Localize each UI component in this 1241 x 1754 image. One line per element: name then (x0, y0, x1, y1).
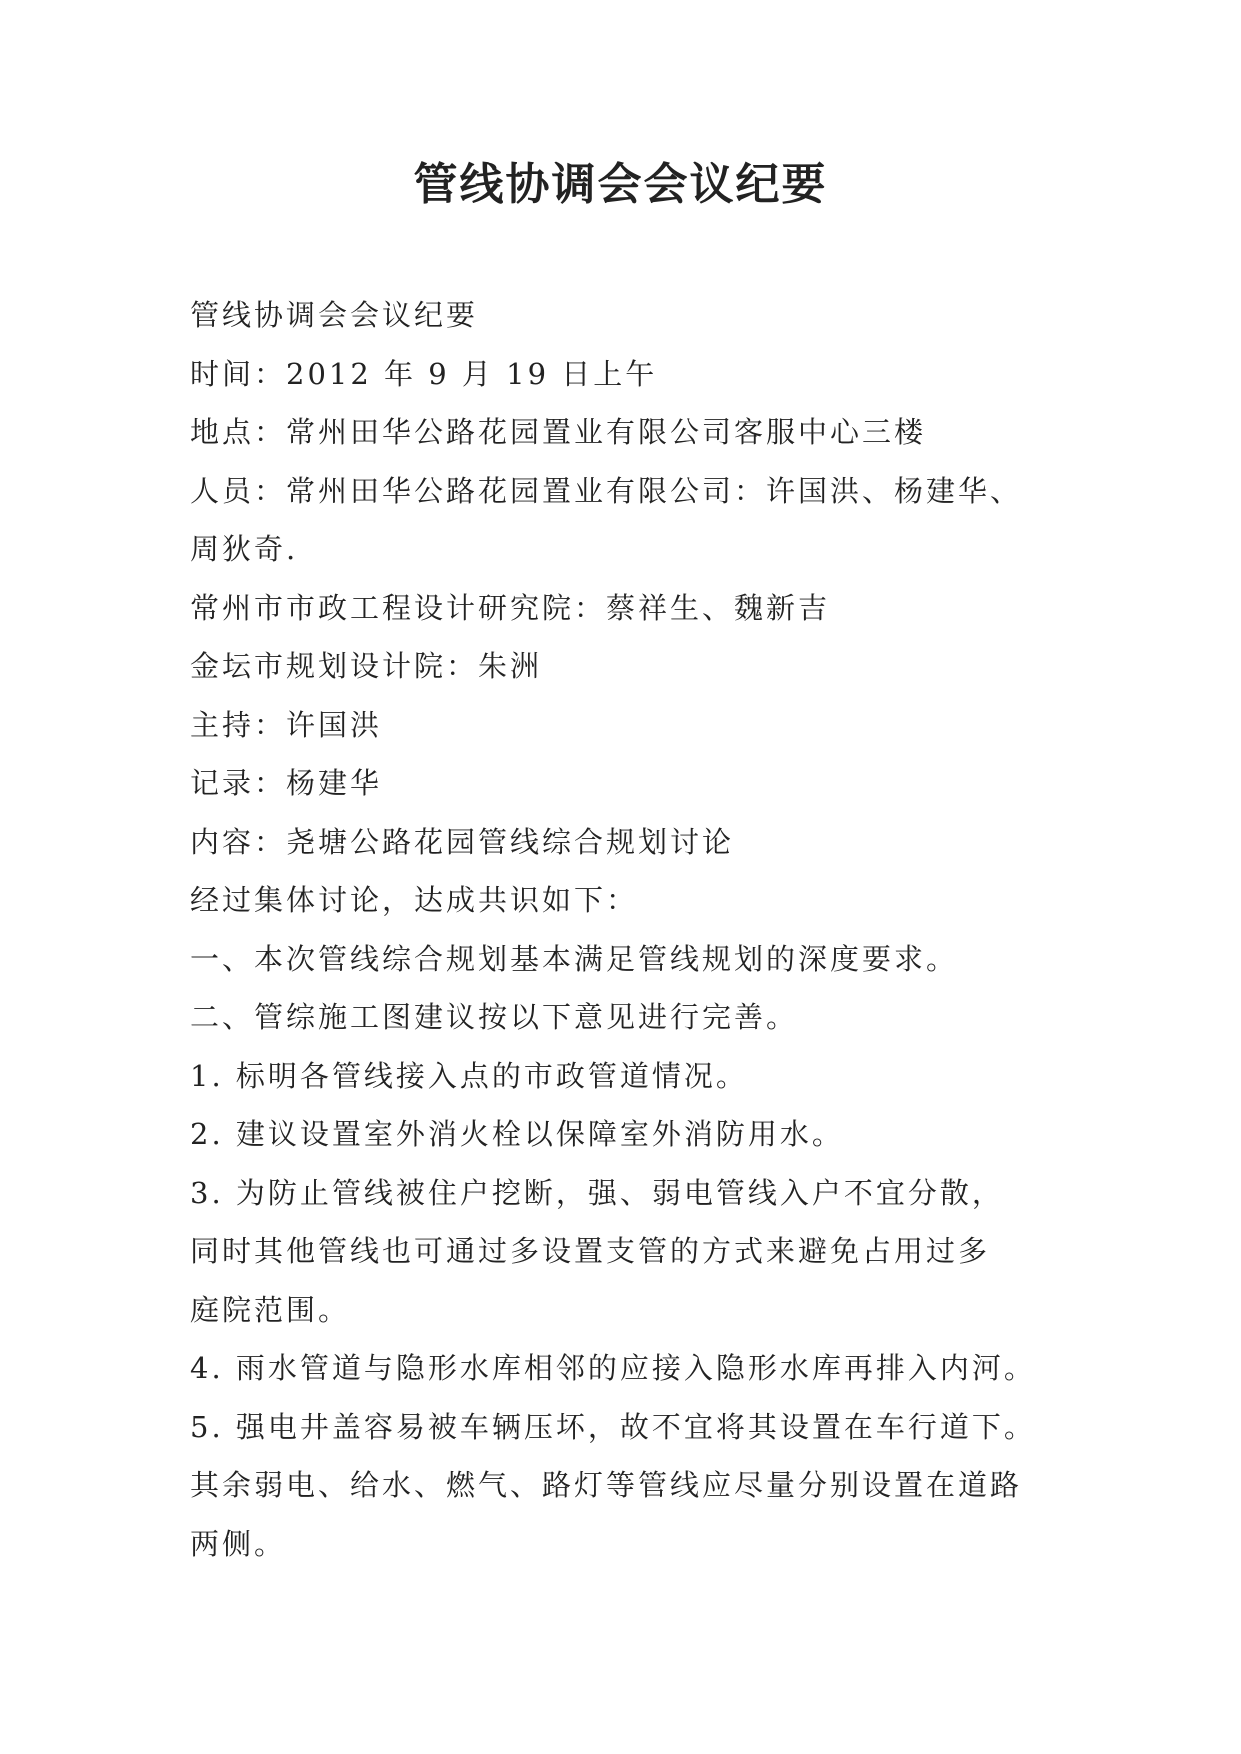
body-line-item-4: 4. 雨水管道与隐形水库相邻的应接入隐形水库再排入内河。 (190, 1351, 1036, 1385)
body-line-content: 内容：尧塘公路花园管线综合规划讨论 (190, 824, 735, 859)
body-line-item-2: 2. 建议设置室外消火栓以保障室外消防用水。 (190, 1117, 844, 1151)
body-line-point-two: 二、管综施工图建议按以下意见进行完善。 (190, 1000, 799, 1034)
body-line-item-5-end: 两侧。 (190, 1526, 287, 1561)
body-line-time: 时间：2012 年 9 月 19 日上午 (190, 356, 658, 391)
body-line-location: 地点：常州田华公路花园置业有限公司客服中心三楼 (190, 415, 927, 449)
body-line-item-5: 5. 强电井盖容易被车辆压坏，故不宜将其设置在车行道下。 (190, 1409, 1036, 1444)
body-line-item-3: 3. 为防止管线被住户挖断，强、弱电管线入户不宜分散， (190, 1175, 1004, 1210)
body-line-item-1: 1. 标明各管线接入点的市政管道情况。 (190, 1058, 748, 1093)
body-line-point-one: 一、本次管线综合规划基本满足管线规划的深度要求。 (190, 941, 959, 976)
body-line-item-5-continued: 其余弱电、给水、燃气、路灯等管线应尽量分别设置在道路 (190, 1468, 1023, 1502)
body-line-attendees-continued: 周狄奇. (190, 532, 299, 566)
body-line-consensus: 经过集体讨论，达成共识如下： (190, 883, 639, 917)
body-line-planning-attendees: 金坛市规划设计院：朱洲 (190, 649, 543, 683)
body-line-item-3-end: 庭院范围。 (190, 1292, 351, 1327)
body-line-recorder: 记录：杨建华 (190, 766, 383, 800)
body-line-subtitle: 管线协调会会议纪要 (190, 298, 479, 332)
document-body (190, 286, 1070, 1573)
document-title: 管线协调会会议纪要 (413, 159, 828, 210)
body-line-item-3-continued: 同时其他管线也可通过多设置支管的方式来避免占用过多 (190, 1234, 991, 1268)
body-line-attendees: 人员：常州田华公路花园置业有限公司：许国洪、杨建华、 (190, 473, 1023, 508)
body-line-host: 主持：许国洪 (190, 707, 383, 742)
body-line-institute-attendees: 常州市市政工程设计研究院：蔡祥生、魏新吉 (190, 590, 831, 625)
